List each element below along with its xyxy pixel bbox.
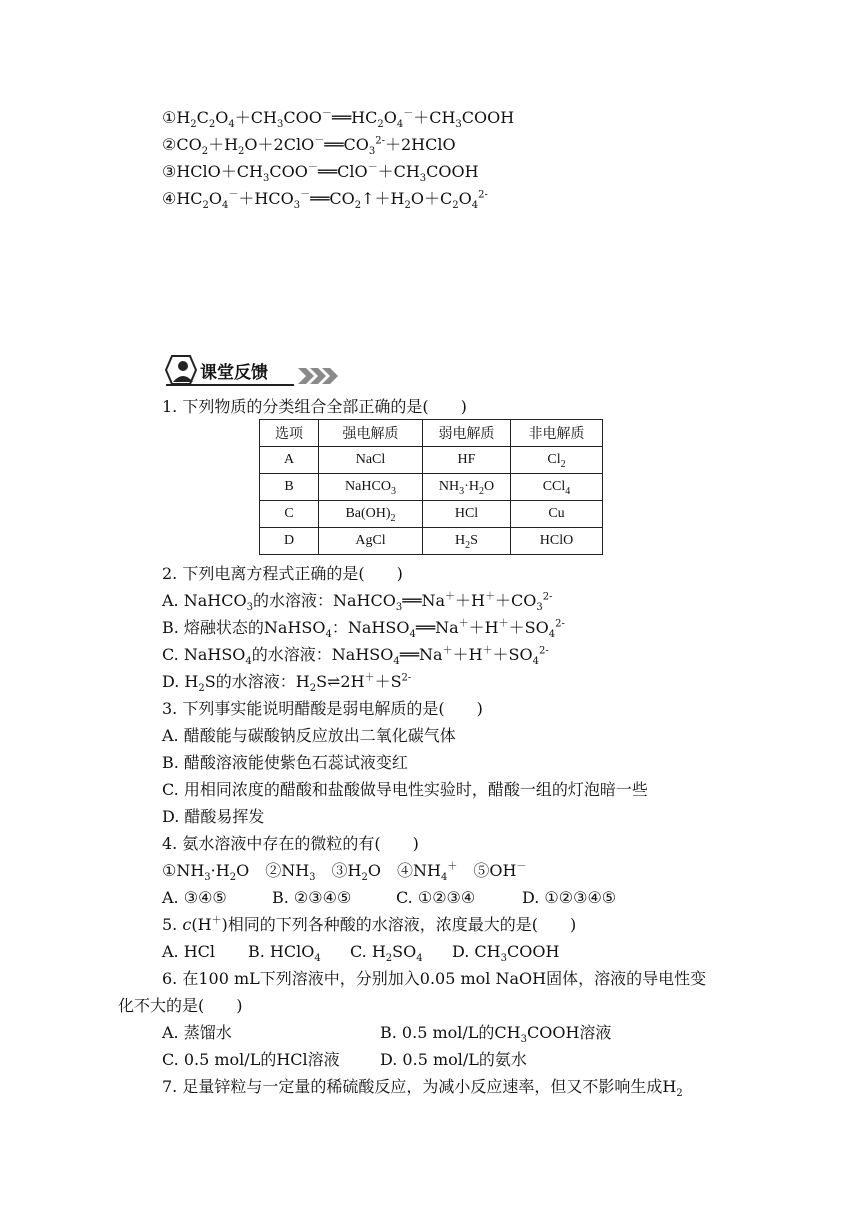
q4-option-d: D. ①②③④⑤	[522, 888, 617, 907]
q5-stem: 5. c(H＋)相同的下列各种酸的水溶液，浓度最大的是( )	[162, 915, 577, 934]
table-header-cell: 非电解质	[511, 420, 603, 447]
reaction-3	[162, 161, 479, 183]
table-cell: Cu	[511, 501, 603, 528]
reaction-2-number: ②	[162, 135, 177, 154]
person-head-icon	[178, 361, 188, 371]
table-row	[260, 474, 603, 501]
q6-stem-line1: 6. 在100 mL下列溶液中，分别加入0.05 mol NaOH固体，溶液的导电性变	[162, 969, 707, 988]
q2-option-d: D. $H_2S$的水溶液：$H_2S\rightleftharpoons 2H^++S^{2-}$	[162, 672, 412, 695]
table-cell: CCl$_4$	[511, 474, 603, 501]
reaction-2-equation: $CO_2+H_2O+2ClO^-══CO_3^{2-}+2HClO$	[176, 135, 456, 158]
reaction-3-number: ③	[162, 162, 177, 181]
q5-option-c: C. $H_2SO_4$	[350, 942, 423, 965]
reaction-4-equation: $HC_2O_4^-+HCO_3^-══CO_2↑+H_2O+C_2O_4^{2-}$	[176, 189, 488, 212]
table-cell: A	[260, 447, 319, 474]
table-cell: NaHCO$_3$	[319, 474, 423, 501]
q7-stem: 7. 足量锌粒与一定量的稀硫酸反应，为减小反应速率，但又不影响生成$H_2$	[162, 1077, 683, 1100]
table-cell: C	[260, 501, 319, 528]
q3-stem: 3. 下列事实能说明醋酸是弱电解质的是( )	[162, 699, 483, 718]
table-cell: B	[260, 474, 319, 501]
table-cell: $Cl_2$	[511, 447, 603, 474]
q4-items: $①NH_3\cdot H_2O$ $②NH_3$ $③H_2O$ $④NH_4^+$ ⑤OH－	[162, 861, 527, 884]
q6-option-d: D. 0.5 mol/L的氨水	[380, 1050, 527, 1069]
q3-option-c: C. 用相同浓度的醋酸和盐酸做导电性实验时，醋酸一组的灯泡暗一些	[162, 780, 648, 799]
q2-option-c: C. NaHSO$_4$的水溶液：$NaHSO_4══Na^++H^++SO_4^{2-}$	[162, 645, 549, 668]
q4-option-b: B. ②③④⑤	[272, 888, 352, 907]
q3-option-b: B. 醋酸溶液能使紫色石蕊试液变红	[162, 753, 408, 772]
table-cell: AgCl	[319, 528, 423, 555]
q2-stem: 2. 下列电离方程式正确的是( )	[162, 564, 403, 583]
table-cell: $NH_3\cdot H_2O$	[423, 474, 511, 501]
reaction-1-equation: $H_2C_2O_4+CH_3COO^-══HC_2O_4^-+CH_3COOH$	[176, 108, 515, 131]
reaction-3-equation: $HClO+CH_3COO^-══ClO^-+CH_3COOH$	[176, 162, 479, 185]
q3-option-d: D. 醋酸易挥发	[162, 807, 265, 826]
q5-option-b: B. HClO$_4$	[248, 942, 321, 965]
reaction-4	[162, 188, 488, 210]
q4-stem: 4. 氨水溶液中存在的微粒的有( )	[162, 834, 419, 853]
table-cell: HF	[423, 447, 511, 474]
q2-option-a: A. NaHCO$_3$的水溶液：$NaHCO_3══Na^++H^++CO_3^{2-}$	[162, 591, 553, 614]
table-header-row	[260, 420, 603, 447]
q6-option-a: A. 蒸馏水	[162, 1023, 232, 1042]
q3-option-a: A. 醋酸能与碳酸钠反应放出二氧化碳气体	[162, 726, 456, 745]
reaction-4-number: ④	[162, 189, 177, 208]
section-header-banner	[162, 352, 340, 388]
q5-option-d: D. $CH_3COOH$	[452, 942, 560, 965]
q6-option-b: B. 0.5 mol/L的$CH_3COOH$溶液	[380, 1023, 612, 1046]
table-row	[260, 447, 603, 474]
table-row	[260, 501, 603, 528]
q1-stem: 1. 下列物质的分类组合全部正确的是( )	[162, 397, 467, 416]
q6-stem-line2: 化不大的是( )	[118, 996, 243, 1015]
table-cell: $Ba(OH)_2$	[319, 501, 423, 528]
reaction-2	[162, 134, 456, 156]
q2-option-b: B. 熔融状态的NaHSO$_4$：$NaHSO_4══Na^++H^++SO_4^{2-}$	[162, 618, 565, 641]
reaction-1	[162, 107, 514, 129]
table-cell: HClO	[511, 528, 603, 555]
chevron-arrows-icon	[298, 368, 338, 384]
q4-option-c: C. ①②③④	[396, 888, 476, 907]
table-header-cell: 选项	[260, 420, 319, 447]
q4-option-a: A. ③④⑤	[162, 888, 227, 907]
table-cell: D	[260, 528, 319, 555]
section-title: 课堂反馈	[200, 363, 268, 383]
table-row	[260, 528, 603, 555]
table-cell: HCl	[423, 501, 511, 528]
table-cell: NaCl	[319, 447, 423, 474]
q6-option-c: C. 0.5 mol/L的HCl溶液	[162, 1050, 340, 1069]
table-cell: $H_2S$	[423, 528, 511, 555]
q5-option-a: A. HCl	[162, 942, 216, 961]
reaction-1-number: ①	[162, 108, 177, 127]
table-header-cell: 弱电解质	[423, 420, 511, 447]
table-header-cell: 强电解质	[319, 420, 423, 447]
classification-table	[259, 419, 603, 555]
